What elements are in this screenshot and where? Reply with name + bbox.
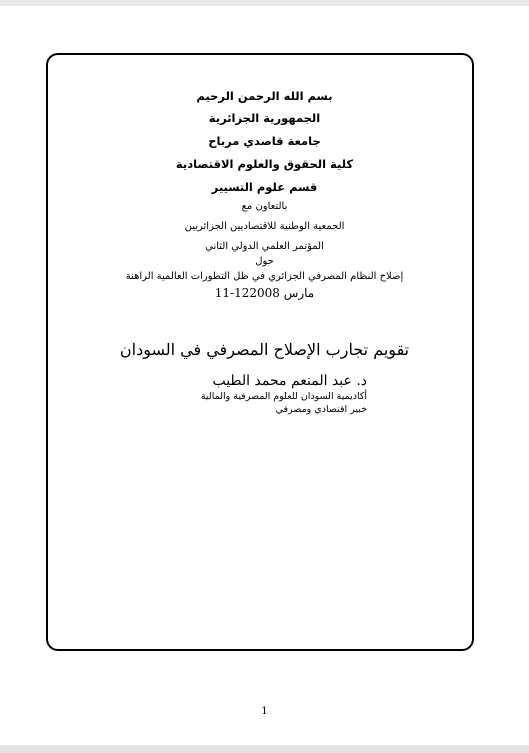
university-name: جامعة قاصدي مرباح — [208, 134, 321, 148]
page-number: 1 — [261, 706, 268, 717]
about-label: حول — [255, 256, 274, 267]
conference-name: المؤتمر العلمي الدولي الثاني — [205, 241, 324, 252]
paper-title: تقويم تجارب الإصلاح المصرفي في السودان — [119, 340, 410, 359]
basmala: بسم الله الرحمن الرحيم — [196, 89, 333, 103]
country-name: الجمهورية الجزائرية — [208, 111, 321, 125]
author-block — [167, 372, 367, 416]
conference-date: 11-12مارس 2008 — [214, 286, 315, 300]
conference-theme: إصلاح النظام المصرفي الجزائري في ظل التطورات العالمية الراهنة — [125, 271, 404, 282]
page-top-edge — [0, 0, 529, 6]
page-bottom-edge — [0, 745, 529, 753]
faculty-name: كلية الحقوق والعلوم الاقتصادية — [175, 157, 354, 171]
author-role: خبير اقتصادي ومصرفي — [275, 404, 367, 415]
author-affiliation: أكاديمية السودان للعلوم المصرفية والمالية — [200, 391, 367, 402]
partner-name: الجمعية الوطنية للاقتصاديين الجزائريين — [184, 221, 345, 232]
author-name: د. عبد المنعم محمد الطيب — [212, 373, 367, 389]
department-name: قسم علوم التسيير — [211, 180, 318, 194]
cooperation-label: بالتعاون مع — [241, 201, 288, 212]
